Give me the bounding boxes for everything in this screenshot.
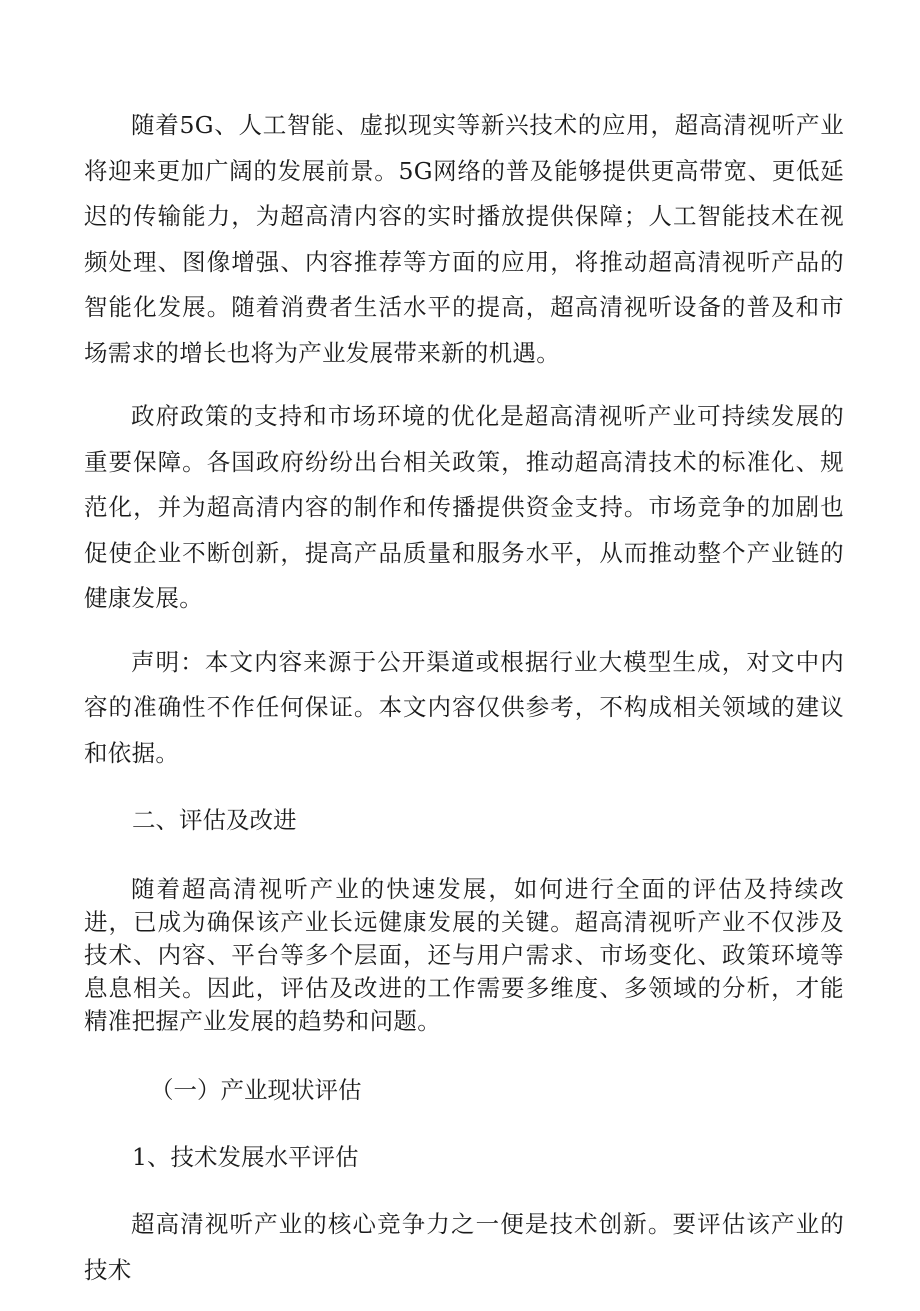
section-heading: 二、评估及改进 <box>132 806 297 834</box>
paragraph-tech-prospects: 随着5G、人工智能、虚拟现实等新兴技术的应用，超高清视听产业将迎来更加广阔的发展前景。5G网络的普及能够提供更高带宽、更低延迟的传输能力，为超高清内容的实时播放提供保障；人工智能技术在视频处理、图像增强、内容推荐等方面的应用，将推动超高清视听产品的智能化发展。随着消费者生活水平的提高，超高清视听设备的普及和市场需求的增长也将为产业发展带来新的机遇。 <box>84 111 844 367</box>
document-page <box>84 103 844 1311</box>
paragraph-disclaimer: 声明：本文内容来源于公开渠道或根据行业大模型生成，对文中内容的准确性不作任何保证。本文内容仅供参考，不构成相关领域的建议和依据。 <box>84 647 844 767</box>
paragraph-policy-support: 政府政策的支持和市场环境的优化是超高清视听产业可持续发展的重要保障。各国政府纷纷出台相关政策，推动超高清技术的标准化、规范化，并为超高清内容的制作和传播提供资金支持。市场竞争的加剧也促使企业不断创新，提高产品质量和服务水平，从而推动整个产业链的健康发展。 <box>84 402 844 612</box>
paragraph-section-intro: 随着超高清视听产业的快速发展，如何进行全面的评估及持续改进，已成为确保该产业长远健康发展的关键。超高清视听产业不仅涉及技术、内容、平台等多个层面，还与用户需求、市场变化、政策环境等息息相关。因此，评估及改进的工作需要多维度、多领域的分析，才能精准把握产业发展的趋势和问题。 <box>84 875 844 1035</box>
subsection-heading: （一）产业现状评估 <box>150 1076 362 1104</box>
paragraph-item-text: 超高清视听产业的核心竞争力之一便是技术创新。要评估该产业的技术 <box>84 1210 844 1284</box>
item-heading: 1、技术发展水平评估 <box>132 1143 359 1171</box>
